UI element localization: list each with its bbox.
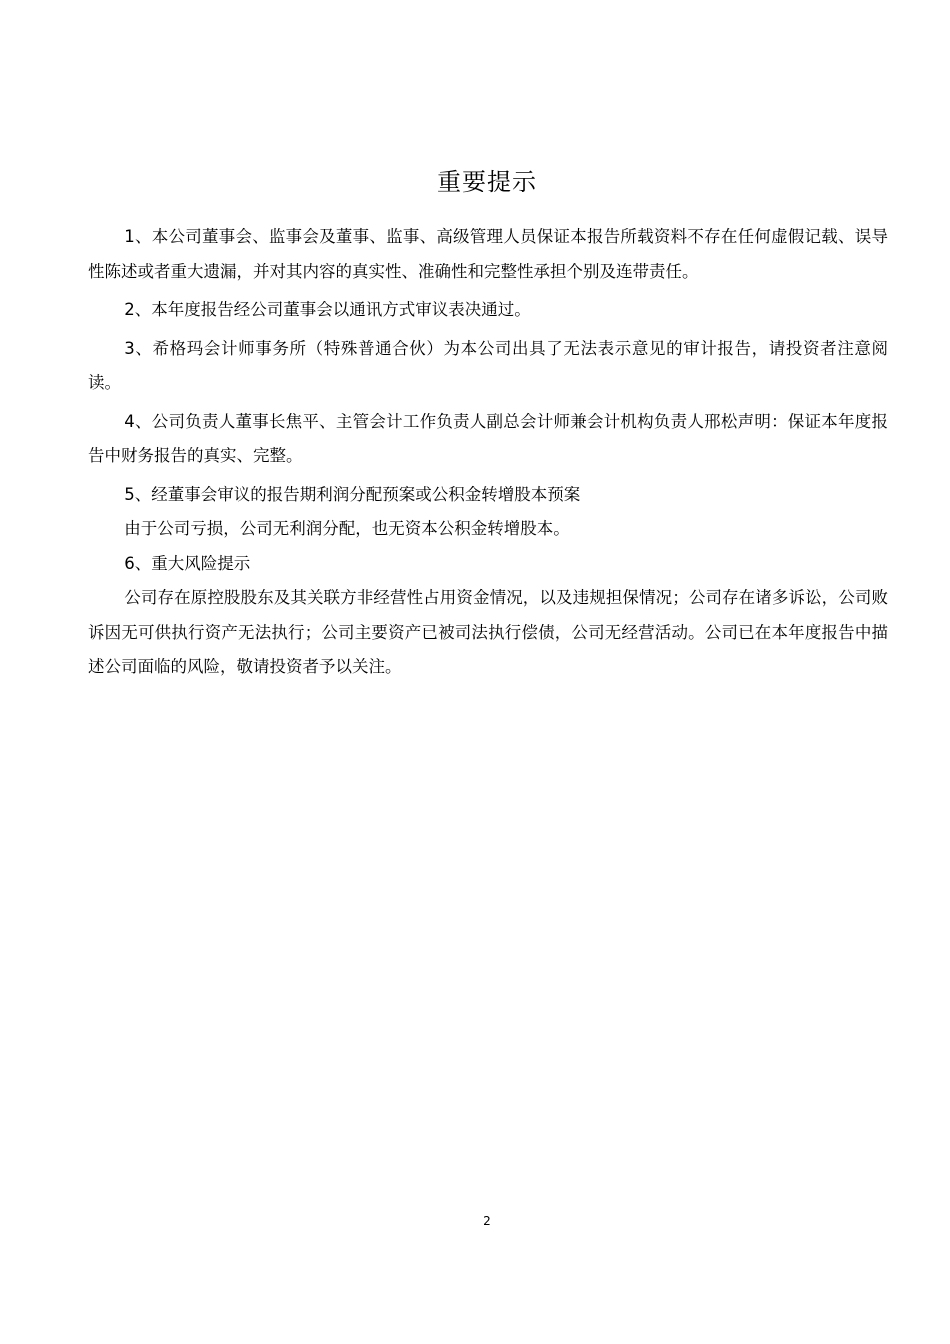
paragraph-2: 2、本年度报告经公司董事会以通讯方式审议表决通过。 bbox=[124, 300, 531, 319]
paragraph-5-detail: 由于公司亏损，公司无利润分配，也无资本公积金转增股本。 bbox=[124, 519, 570, 538]
page-title: 重要提示 bbox=[437, 168, 537, 196]
paragraph-4: 4、公司负责人董事长焦平、主管会计工作负责人副总会计师兼会计机构负责人邢松声明：保证本年度报告中财务报告的真实、完整。 bbox=[88, 411, 888, 465]
paragraph-6: 6、重大风险提示 bbox=[124, 553, 251, 573]
paragraph-1: 1、本公司董事会、监事会及董事、监事、高级管理人员保证本报告所载资料不存在任何虚假记载、误导性陈述或者重大遗漏，并对其内容的真实性、准确性和完整性承担个别及连带责任。 bbox=[88, 227, 888, 281]
document-body bbox=[88, 220, 888, 689]
paragraph-3: 3、希格玛会计师事务所（特殊普通合伙）为本公司出具了无法表示意见的审计报告，请投资者注意阅读。 bbox=[88, 338, 888, 392]
paragraph-6-detail: 公司存在原控股股东及其关联方非经营性占用资金情况，以及违规担保情况；公司存在诸多诉讼，公司败诉因无可供执行资产无法执行；公司主要资产已被司法执行偿债，公司无经营活动。公司已在本年度报告中描述公司面临的风险，敬请投资者予以关注。 bbox=[88, 588, 888, 676]
paragraph-5: 5、经董事会审议的报告期利润分配预案或公积金转增股本预案 bbox=[124, 484, 581, 504]
page-number: 2 bbox=[483, 1214, 491, 1228]
